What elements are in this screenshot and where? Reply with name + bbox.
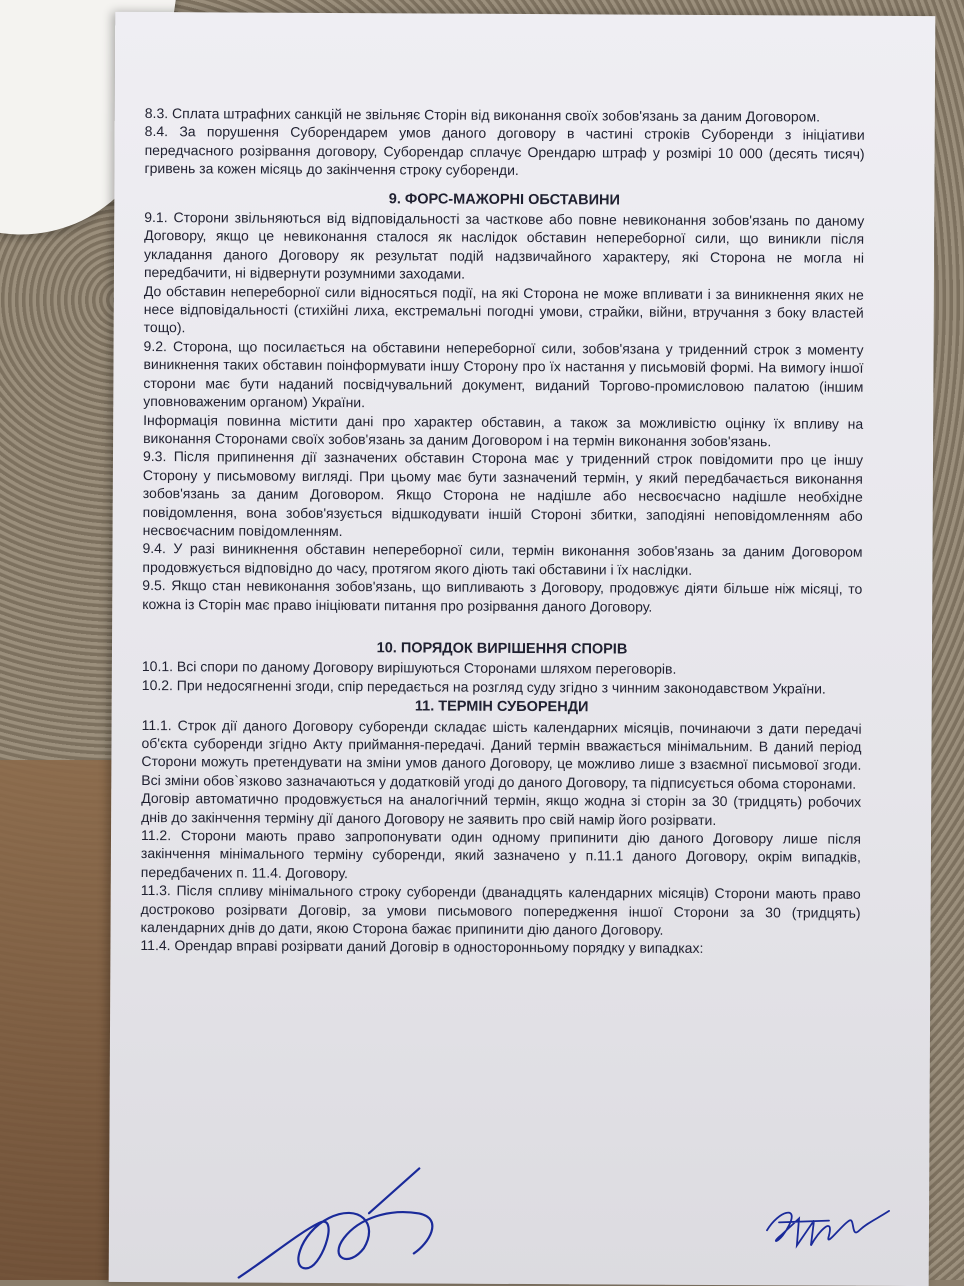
document-body (140, 104, 864, 959)
clause-9-2: 9.2. Сторона, що посилається на обставини непереборної сили, зобов'язана у триденний строк з моменту виникнення таких обставин поінформувати іншу Сторону про їх настання у письмовій формі. На вимогу іншої сторони має бути наданий посвідчувальний документ, виданий Торгово-промисловою палатою (іншим уповноваженим органом) України. (143, 337, 864, 411)
clause-9-2-continued: Інформація повинна містити дані про характер обставин, а також за можливістю оцінку їх впливу на виконання Сторонами своїх зобов'язань за даним Договором і на термін виконання зобов'язань. (143, 411, 864, 450)
clause-10-1: 10.1. Всі спори по даному Договору вирішуються Сторонами шляхом переговорів. (141, 658, 677, 678)
section-11-title: 11. ТЕРМІН СУБОРЕНДИ (414, 698, 589, 716)
left-signature-stroke (239, 1168, 433, 1279)
left-signature (229, 1162, 550, 1284)
clause-10-2: 10.2. При недосягненні згоди, спір передається на розгляд суду згідно з чинним законодавством України. (141, 676, 826, 697)
section-10-title: 10. ПОРЯДОК ВИРІШЕННЯ СПОРІВ (376, 640, 628, 658)
clause-9-4: 9.4. У разі виникнення обставин непереборної сили, термін виконання зобов'язань за даним Договором продовжується відповідно до часу, протягом якого діють такі обставини і їх наслідки. (142, 540, 863, 578)
section-spacer (142, 613, 862, 631)
clause-8-3: 8.3. Сплата штрафних санкцій не звільняє Сторін від виконання своїх зобов'язань за даним Договором. (144, 105, 821, 125)
section-9-title: 9. ФОРС-МАЖОРНІ ОБСТАВИНИ (388, 190, 620, 209)
clause-11-4: 11.4. Орендар вправі розірвати даний Договір в односторонньому порядку у випадках: (140, 937, 704, 957)
clause-11-3: 11.3. Після спливу мінімального строку суборенди (дванадцять календарних місяців) Сторони мають право достроково розірвати Договір, за умови письмового попередження іншої Сторони за 30 (тридцять) календарних днів до дати, якою Сторона бажає припинити дію даного Договору. (140, 882, 861, 938)
clause-11-2: 11.2. Сторони мають право запропонувати один одному припинити дію даного Договору лише після закінчення мінімального терміну суборенди, який зазначено у п.11.1 даного Договору, окрім випадків, передбачених п. 11.4. Договору. (140, 827, 862, 881)
clause-9-5: 9.5. Якщо стан невиконання зобов'язань, що випливають з Договору, продовжує діяти більше ніж місяці, то кожна із Сторін має право ініціювати питання про розірвання даного Договору. (142, 577, 863, 615)
clause-9-3: 9.3. Після припинення дії зазначених обставин Сторона має у триденний строк повідомити про це іншу Сторону у письмовому вигляді. При цьому має бути зазначений термін, у який передбачається виконання зобов'язань за даним Договором. Якщо Сторона не надішле або несвоєчасно надішле необхідне повідомлення, вона зобов'язується відшкодувати іншій Стороні збитки, заподіяні неповідомленням або несвоєчасним повідомленням. (142, 448, 864, 539)
clause-8-4: 8.4. За порушення Суборендарем умов даного договору в частині строків Суборенди з ініціативи передчасного розірвання договору, Суборендар сплачує Орендарю штраф у розмірі 10 000 (десять тисяч) гривень за кожен місяць до закінчення строку суборенди. (144, 123, 865, 179)
clause-11-1-continued: Договір автоматично продовжується на аналогічний термін, якщо жодна зі сторін за 30 (тридцять) робочих днів до закінчення терміну дії даного Договору не заявить про свій намір його розірвати. (141, 790, 862, 828)
clause-11-1: 11.1. Строк дії даного Договору суборенди складає шість календарних місяців, починаючи з дати передачі об'єкта суборенди згідно Акту приймання-передачі. Даний термін вважається мінімальним. В даний період Сторони можуть претендувати на зміни умов даного Договору, це можливо лише з взаємної письмової згоди. Всі зміни обов`язково зазначаються у додатковій угоді до даного Договору, та підписується обома сторонами. (141, 716, 862, 792)
document-page (109, 12, 936, 1286)
right-signature-stroke (767, 1210, 889, 1246)
clause-9-1-continued: До обставин непереборної сили відносяться події, на які Сторона не може впливати і за виникнення яких не несе відповідальності (стихійні лиха, екстремальні погодні умови, страйки, війни, втручання з боку властей тощо). (143, 282, 864, 336)
right-signature (759, 1190, 909, 1271)
clause-9-1: 9.1. Сторони звільняються від відповідальності за часткове або повне невиконання зобов'язань по даному Договору, якщо це невиконання сталося як наслідок обставин непереборної сили, що виникли після укладання даного Договору як результат подій надзвичайного характеру, які Сторона не могла ні передбачити, ні відвернути розумними заходами. (143, 209, 865, 282)
